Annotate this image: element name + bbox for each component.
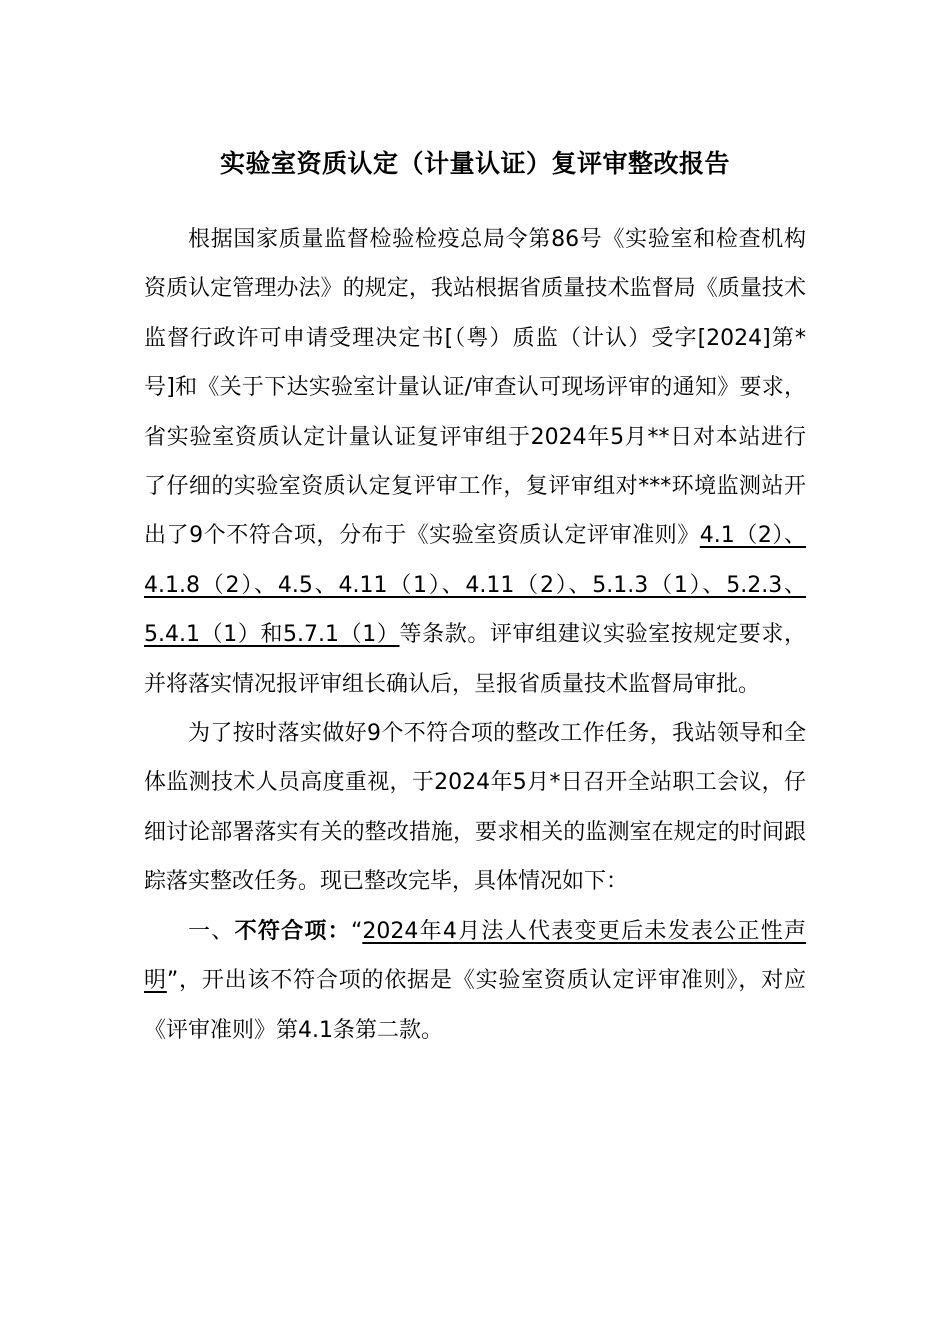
paragraph-nonconformity-1 <box>144 907 806 1055</box>
nonconformity-clauses: 4.1（2）、4.1.8（2）、4.5、4.11（1）、4.11（2）、5.1.3（1）、5.2.3、5.4.1（1）和5.7.1（1） <box>144 523 806 648</box>
paragraph-background <box>144 215 806 709</box>
paragraph-rectification-plan: 为了按时落实做好9个不符合项的整改工作任务，我站领导和全体监测技术人员高度重视，于2024年5月*日召开全站职工会议，仔细讨论部署落实有关的整改措施，要求相关的监测室在规定的时间跟踪落实整改任务。现已整改完毕，具体情况如下： <box>144 721 806 895</box>
background-text: 根据国家质量监督检验检疫总局令第86号《实验室和检查机构资质认定管理办法》的规定，我站根据省质量技术监督局《质量技术监督行政许可申请受理决定书[（粤）质监（计认）受字[2024]第*号]和《关于下达实验室计量认证/审查认可现场评审的通知》要求，省实验室资质认定计量认证复评审组于2024年5月**日对本站进行了仔细的实验室资质认定复评审工作，复评审组对***环境监测站开出了9个不符合项，分布于《实验室资质认定评审准则》 <box>144 227 806 549</box>
item-number: 一、 <box>188 918 235 944</box>
document-title: 实验室资质认定（计量认证）复评审整改报告 <box>219 149 730 178</box>
background-conclusion: 等条款。评审组建议实验室按规定要求，并将落实情况报评审组长确认后，呈报省质量技术监督局审批。 <box>144 622 806 697</box>
nonconformity-description: 2024年4月法人代表变更后未发表公正性声明 <box>144 918 806 994</box>
item-label: 不符合项： <box>234 918 351 944</box>
document-body <box>144 215 806 1055</box>
open-quote: “ <box>350 918 363 944</box>
nonconformity-basis: ”，开出该不符合项的依据是《实验室资质认定评审准则》，对应《评审准则》第4.1条第二款。 <box>144 968 806 1043</box>
